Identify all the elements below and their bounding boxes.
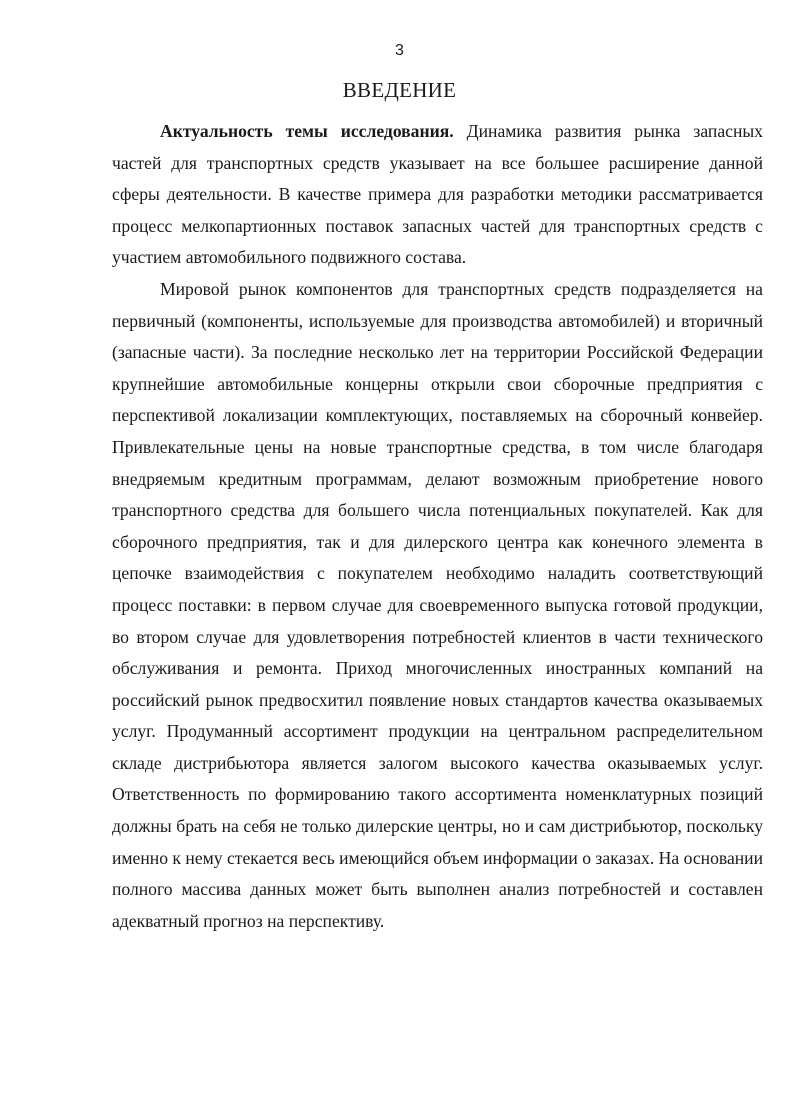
paragraph-relevance	[112, 116, 763, 274]
page-number: 3	[395, 42, 404, 59]
body-text	[112, 116, 763, 937]
section-title: ВВЕДЕНИЕ	[342, 78, 457, 102]
paragraph-lead: Актуальность темы исследования.	[160, 121, 454, 141]
paragraph-text: Динамика развития рынка запасных частей для транспортных средств указывает на все большее расширение данной сферы деятельности. В качестве примера для разработки методики рассматривается процесс мелкопартионных поставок запасных частей для транспортных средств с участием автомобильного подвижного состава.	[112, 121, 763, 268]
paragraph-market	[112, 274, 763, 937]
paragraph-text: Мировой рынок компонентов для транспортных средств подразделяется на первичный (компоненты, используемые для производства автомобилей) и вторичный (запасные части). За последние несколько лет на территории Российской Федерации крупнейшие автомобильные концерны открыли свои сборочные предприятия с перспективой локализации комплектующих, поставляемых на сборочный конвейер. Привлекательные цены на новые транспортные средства, в том числе благодаря внедряемым кредитным программам, делают возможным приобретение нового транспортного средства для большего числа потенциальных покупателей. Как для сборочного предприятия, так и для дилерского центра как конечного элемента в цепочке взаимодействия с покупателем необходимо наладить соответствующий процесс поставки: в первом случае для своевременного выпуска готовой продукции, во втором случае для удовлетворения потребностей клиентов в части технического обслуживания и ремонта. Приход многочисленных иностранных компаний на российский рынок предвосхитил появление новых стандартов качества оказываемых услуг. Продуманный ассортимент продукции на центральном распределительном складе дистрибьютора является залогом высокого качества оказываемых услуг. Ответственность по формированию такого ассортимента номенклатурных позиций должны брать на себя не только дилерские центры, но и сам дистрибьютор, поскольку именно к нему стекается весь имеющийся объем информации о заказах. На основании полного массива данных может быть выполнен анализ потребностей и составлен адекватный прогноз на перспективу.	[112, 278, 763, 931]
